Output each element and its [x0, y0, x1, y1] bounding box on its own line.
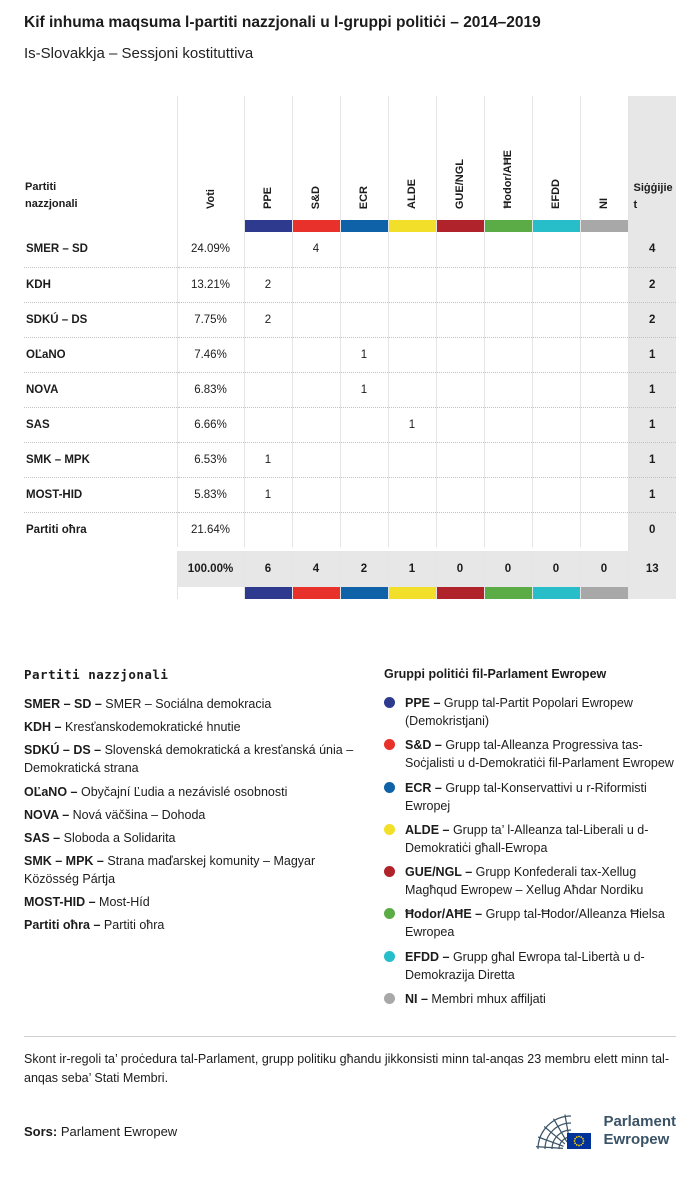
seat-cell [340, 442, 388, 477]
seat-cell [436, 267, 484, 302]
seat-cell: 1 [388, 407, 436, 442]
seat-cell [292, 477, 340, 512]
column-header-group-efdd: EFDD [550, 179, 562, 209]
group-color-dot [384, 824, 395, 835]
seat-cell [292, 337, 340, 372]
group-color-bar [484, 220, 532, 232]
seat-cell [388, 512, 436, 547]
column-header-group-greens: Ħodor/AĦE [502, 150, 514, 209]
seat-cell [340, 267, 388, 302]
seat-cell [388, 232, 436, 267]
legend-section [24, 667, 676, 1014]
legend-group-item: EFDD – Grupp għal Ewropa tal-Libertà u d-Demokrazija Diretta [384, 948, 676, 984]
source-label: Sors: [24, 1123, 58, 1139]
party-name: SMK – MPK [24, 442, 177, 477]
column-header-group-ni: NI [598, 198, 610, 209]
source-line [24, 1124, 177, 1139]
source-value: Parlament Ewropew [60, 1123, 178, 1139]
seat-cell [340, 232, 388, 267]
group-color-dot [384, 697, 395, 708]
seat-cell [340, 302, 388, 337]
group-color-dot [384, 908, 395, 919]
group-color-dot [384, 739, 395, 750]
seat-cell [436, 337, 484, 372]
seat-cell [244, 372, 292, 407]
seat-cell: 1 [244, 442, 292, 477]
group-color-dot [384, 993, 395, 1004]
seat-cell [484, 337, 532, 372]
vote-share: 7.46% [177, 337, 244, 372]
seat-cell [580, 267, 628, 302]
vote-share: 6.53% [177, 442, 244, 477]
seat-cell [436, 232, 484, 267]
seat-cell [484, 232, 532, 267]
seat-cell [436, 442, 484, 477]
seat-cell [340, 512, 388, 547]
legend-national-parties [24, 667, 382, 1014]
seat-cell: 1 [244, 477, 292, 512]
total-cell: 2 [340, 551, 388, 587]
vote-share: 24.09% [177, 232, 244, 267]
seat-cell [436, 302, 484, 337]
seat-cell [580, 407, 628, 442]
party-name: OĽaNO [24, 337, 177, 372]
group-color-bar [292, 220, 340, 232]
seat-cell [580, 337, 628, 372]
group-color-dot [384, 951, 395, 962]
party-name: SMER – SD [26, 243, 88, 256]
party-name: SDKÚ – DS [24, 302, 177, 337]
seat-cell: 2 [244, 267, 292, 302]
seat-cell [532, 372, 580, 407]
seat-cell [388, 442, 436, 477]
party-name: KDH [24, 267, 177, 302]
seat-cell [484, 372, 532, 407]
legend-party-item: MOST-HID – Most-Híd [24, 895, 150, 910]
page-title: Kif inhuma maqsuma l-partiti nazzjonali u l-gruppi politiċi – 2014–2019 [24, 14, 541, 31]
group-color-bar [532, 220, 580, 232]
seat-cell [436, 512, 484, 547]
group-color-bar [244, 220, 292, 232]
table-row [24, 232, 676, 267]
vote-share: 13.21% [177, 267, 244, 302]
group-color-bar [436, 220, 484, 232]
seat-cell [244, 337, 292, 372]
row-total-seats: 4 [628, 232, 676, 267]
seat-cell [484, 407, 532, 442]
legend-political-groups [382, 667, 676, 1014]
legend-party-item: Partiti oħra – Partiti oħra [24, 918, 165, 933]
group-color-bar [292, 587, 340, 599]
legend-group-item: Ħodor/AĦE – Grupp tal-Ħodor/Alleanza Ħielsa Ewropea [384, 905, 676, 941]
total-cell: 4 [292, 551, 340, 587]
total-cell: 1 [388, 551, 436, 587]
seat-cell [388, 337, 436, 372]
party-name: NOVA [24, 372, 177, 407]
ep-logo [521, 1107, 676, 1155]
table-row [24, 477, 676, 512]
seat-cell [340, 477, 388, 512]
seat-cell [484, 302, 532, 337]
legend-groups-title: Gruppi politiċi fil-Parlament Ewropew [384, 667, 607, 681]
seat-cell [292, 512, 340, 547]
row-total-seats: 2 [628, 267, 676, 302]
group-color-bar [340, 587, 388, 599]
seat-cell: 1 [340, 372, 388, 407]
seat-cell [436, 372, 484, 407]
seat-cell [532, 337, 580, 372]
legend-group-item: GUE/NGL – Grupp Konfederali tax-Xellug Magħqud Ewropew – Xellug Aħdar Nordiku [384, 863, 676, 899]
seat-cell [532, 407, 580, 442]
ep-logo-wordmark: Parlament Ewropew [603, 1113, 676, 1149]
seat-cell [340, 407, 388, 442]
seat-cell: 2 [244, 302, 292, 337]
row-total-seats: 1 [628, 442, 676, 477]
row-total-seats: 0 [628, 512, 676, 547]
seat-cell [244, 232, 292, 267]
group-color-bar [484, 587, 532, 599]
page-footer [24, 1107, 676, 1155]
row-total-seats: 1 [628, 372, 676, 407]
party-name: SAS [24, 407, 177, 442]
table-row [24, 512, 676, 547]
seat-cell [580, 232, 628, 267]
seat-cell [292, 267, 340, 302]
column-header-parties: Partiti nazzjonali [25, 180, 78, 210]
seat-cell [292, 407, 340, 442]
group-color-bars-bottom [24, 587, 676, 599]
column-header-seats: Siġġijiet [633, 182, 673, 211]
page-subtitle: Is-Slovakkja – Sessjoni kostituttiva [24, 45, 254, 62]
total-votes: 100.00% [177, 551, 244, 587]
table-row [24, 372, 676, 407]
legend-group-item: NI – Membri mhux affiljati [384, 990, 676, 1008]
total-cell: 0 [580, 551, 628, 587]
seat-cell [436, 477, 484, 512]
seat-cell [484, 267, 532, 302]
table-row [24, 302, 676, 337]
results-table [24, 96, 676, 599]
column-header-group-guengl: GUE/NGL [454, 158, 466, 209]
row-total-seats: 1 [628, 337, 676, 372]
table-row [24, 407, 676, 442]
legend-parties-title: Partiti nazzjonali [24, 667, 169, 682]
group-color-dot [384, 782, 395, 793]
seat-cell [388, 302, 436, 337]
legend-party-item: SAS – Sloboda a Solidarita [24, 830, 176, 845]
legend-party-item: KDH – Kresťanskodemokratické hnutie [24, 720, 241, 735]
vote-share: 6.83% [177, 372, 244, 407]
group-color-bar [436, 587, 484, 599]
legend-party-item: SMK – MPK – Strana maďarskej komunity – Magyar Közösség Pártja [24, 853, 316, 886]
seat-cell [292, 442, 340, 477]
seat-cell [580, 442, 628, 477]
column-header-voti: Voti [204, 189, 217, 209]
seat-cell [388, 267, 436, 302]
legend-party-item: SMER – SD – SMER – Sociálna demokracia [24, 697, 272, 711]
vote-share: 21.64% [177, 512, 244, 547]
seat-cell [580, 372, 628, 407]
group-color-dot [384, 866, 395, 877]
seat-cell [532, 267, 580, 302]
table-row [24, 442, 676, 477]
seat-cell [532, 442, 580, 477]
vote-share: 6.66% [177, 407, 244, 442]
party-name: Partiti oħra [24, 512, 177, 547]
legend-party-item: OĽaNO – Obyčajní Ľudia a nezávislé osobnosti [24, 784, 288, 799]
seat-cell: 1 [340, 337, 388, 372]
seat-cell [388, 372, 436, 407]
row-total-seats: 1 [628, 477, 676, 512]
column-header-group-sd: S&D [310, 185, 322, 209]
total-cell: 0 [436, 551, 484, 587]
seat-cell [292, 372, 340, 407]
table-header-row [24, 96, 676, 220]
seat-cell: 4 [292, 232, 340, 267]
legend-group-item: S&D – Grupp tal-Alleanza Progressiva tas-Soċjalisti u d-Demokratiċi fil-Parlament Ewropew [384, 736, 676, 772]
seat-cell [580, 512, 628, 547]
footnote: Skont ir-regoli ta’ proċedura tal-Parlament, grupp politiku għandu jikkonsisti minn tal-anqas 23 membru elett minn tal-anqas seba’ Stati Membri. [24, 1036, 676, 1088]
seat-cell [244, 407, 292, 442]
eu-flag-icon [567, 1133, 591, 1149]
legend-party-item: SDKÚ – DS – Slovenská demokratická a kresťanská únia – Demokratická strana [24, 743, 354, 776]
seat-cell [292, 302, 340, 337]
group-color-bars-top [24, 220, 676, 232]
hemicycle-and-flag-icon [521, 1107, 597, 1155]
seat-cell [484, 512, 532, 547]
group-color-bar [532, 587, 580, 599]
seat-cell [532, 477, 580, 512]
group-color-bar [580, 220, 628, 232]
seat-cell [484, 477, 532, 512]
legend-group-item: ECR – Grupp tal-Konservattivi u r-Riformisti Ewropej [384, 779, 676, 815]
row-total-seats: 2 [628, 302, 676, 337]
group-color-bar [340, 220, 388, 232]
seat-cell [532, 302, 580, 337]
column-header-group-alde: ALDE [406, 179, 418, 209]
group-color-bar [388, 220, 436, 232]
total-cell: 0 [532, 551, 580, 587]
legend-group-item: ALDE – Grupp ta’ l-Alleanza tal-Liberali u d-Demokratiċi għall-Ewropa [384, 821, 676, 857]
column-header-group-ppe: PPE [262, 186, 274, 209]
table-row [24, 337, 676, 372]
total-cell: 0 [484, 551, 532, 587]
party-name: MOST-HID [24, 477, 177, 512]
seat-cell [436, 407, 484, 442]
vote-share: 5.83% [177, 477, 244, 512]
group-color-bar [580, 587, 628, 599]
legend-group-item: PPE – Grupp tal-Partit Popolari Ewropew (Demokristjani) [384, 694, 676, 730]
table-row [24, 267, 676, 302]
seat-cell [388, 477, 436, 512]
group-color-bar [388, 587, 436, 599]
total-cell: 6 [244, 551, 292, 587]
group-color-bar [244, 587, 292, 599]
column-header-group-ecr: ECR [358, 185, 370, 209]
seat-cell [580, 302, 628, 337]
seat-cell [532, 232, 580, 267]
row-total-seats: 1 [628, 407, 676, 442]
table-total-row [24, 551, 676, 587]
seat-cell [532, 512, 580, 547]
total-seats: 13 [628, 551, 676, 587]
vote-share: 7.75% [177, 302, 244, 337]
seat-cell [244, 512, 292, 547]
seat-cell [580, 477, 628, 512]
legend-party-item: NOVA – Nová väčšina – Dohoda [24, 807, 206, 822]
seat-cell [484, 442, 532, 477]
